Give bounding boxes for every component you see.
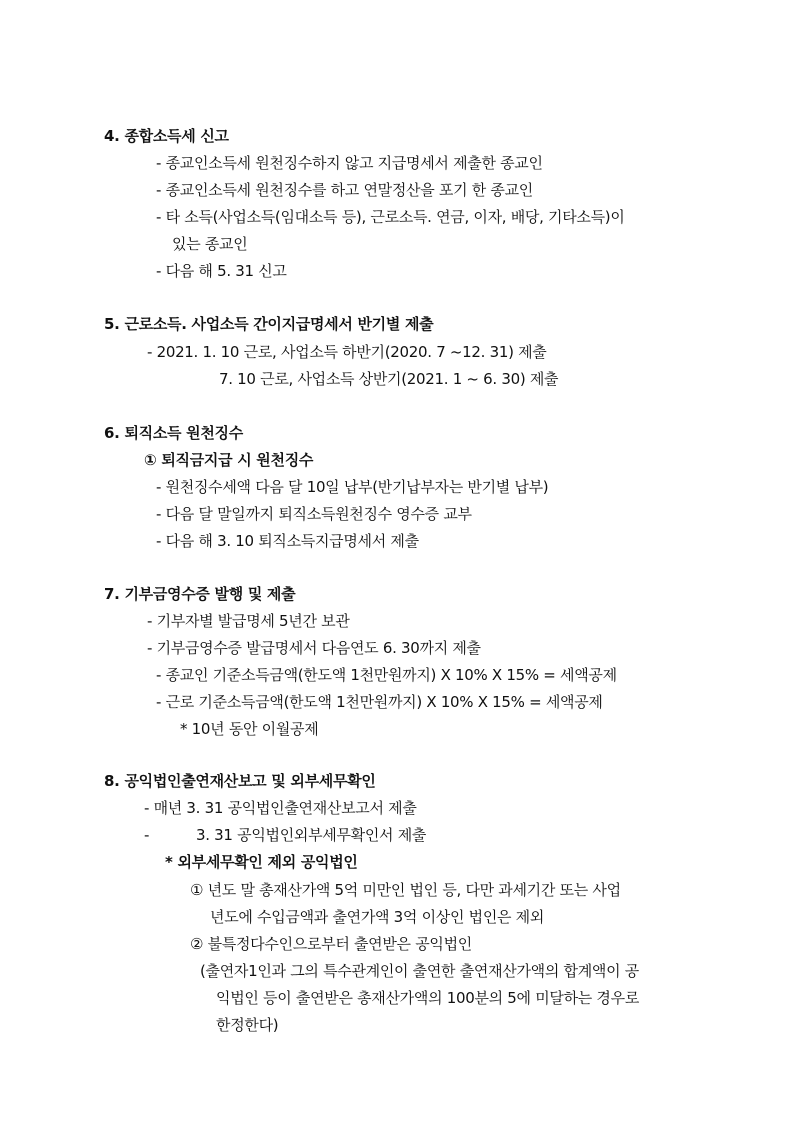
section-heading: 4. 종합소득세 신고 (104, 127, 229, 145)
paragraph-line: 익법인 등이 출연받은 총재산가액의 100분의 5에 미달하는 경우로 (216, 989, 640, 1007)
list-item: 7. 10 근로, 사업소득 상반기(2021. 1 ~ 6. 30) 제출 (219, 370, 559, 388)
list-item-continuation: 있는 종교인 (172, 235, 248, 253)
list-item: 3. 31 공익법인외부세무확인서 제출 (196, 826, 427, 844)
list-item: - 다음 달 말일까지 퇴직소득원천징수 영수증 교부 (156, 505, 472, 523)
list-item: - 기부금영수증 발급명세서 다음연도 6. 30까지 제출 (147, 639, 481, 657)
section-heading: 6. 퇴직소득 원천징수 (104, 424, 243, 442)
paragraph-line: (출연자1인과 그의 특수관계인이 출연한 출연재산가액의 합계액이 공 (200, 962, 639, 980)
numbered-item: ② 불특정다수인으로부터 출연받은 공익법인 (190, 935, 472, 953)
subsection-heading: * 외부세무확인 제외 공익법인 (165, 853, 358, 871)
list-item: - 다음 해 3. 10 퇴직소득지급명세서 제출 (156, 532, 419, 550)
numbered-item: ① 년도 말 총재산가액 5억 미만인 법인 등, 다만 과세기간 또는 사업 (190, 881, 621, 899)
note: * 10년 동안 이월공제 (180, 720, 319, 738)
section-heading: 8. 공익법인출연재산보고 및 외부세무확인 (104, 772, 376, 790)
section-heading: 7. 기부금영수증 발행 및 제출 (104, 585, 296, 603)
list-item: - 다음 해 5. 31 신고 (156, 262, 287, 280)
subsection-heading: ① 퇴직금지급 시 원천징수 (144, 451, 314, 469)
section-heading: 5. 근로소득. 사업소득 간이지급명세서 반기별 제출 (104, 315, 434, 333)
list-item: - 종교인 기준소득금액(한도액 1천만원까지) X 10% X 15% = 세액공제 (156, 666, 617, 684)
paragraph-line: 한정한다) (216, 1016, 279, 1034)
numbered-item-continuation: 년도에 수입금액과 출연가액 3억 이상인 법인은 제외 (210, 908, 545, 926)
list-item: - 2021. 1. 10 근로, 사업소득 하반기(2020. 7 ~12. 31) 제출 (147, 343, 547, 361)
list-item: - 종교인소득세 원천징수를 하고 연말정산을 포기 한 종교인 (156, 181, 533, 199)
list-item: - 매년 3. 31 공익법인출연재산보고서 제출 (144, 799, 417, 817)
list-item: - 종교인소득세 원천징수하지 않고 지급명세서 제출한 종교인 (156, 154, 543, 172)
list-item: - 기부자별 발급명세 5년간 보관 (147, 612, 350, 630)
list-item: - 타 소득(사업소득(임대소득 등), 근로소득. 연금, 이자, 배당, 기타소득)이 (156, 208, 625, 226)
list-item: - 근로 기준소득금액(한도액 1천만원까지) X 10% X 15% = 세액공제 (156, 693, 603, 711)
list-item-dash: - (144, 826, 150, 844)
list-item: - 원천징수세액 다음 달 10일 납부(반기납부자는 반기별 납부) (156, 478, 549, 496)
